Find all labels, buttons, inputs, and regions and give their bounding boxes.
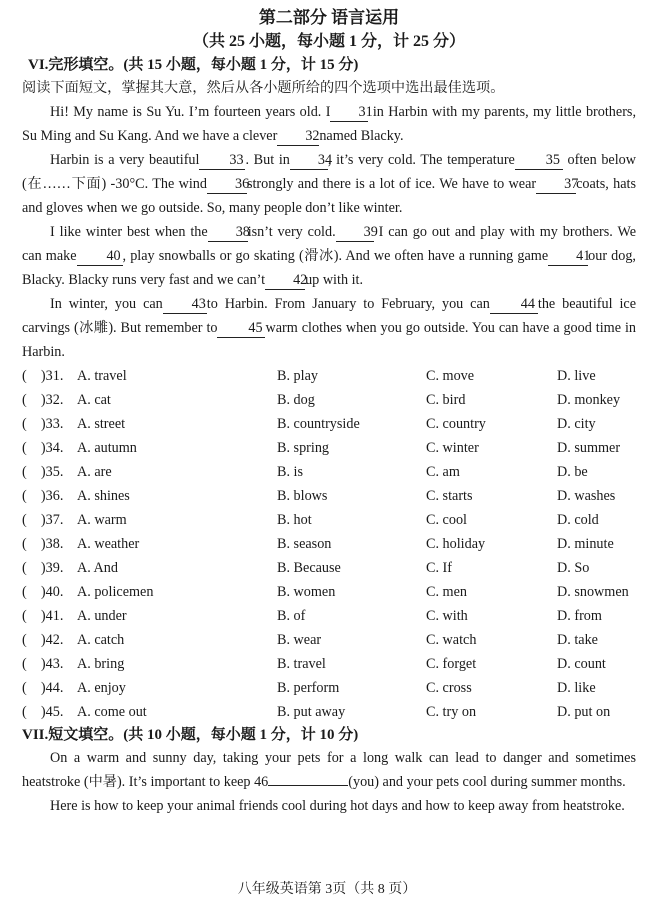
blank-46[interactable] (268, 785, 348, 786)
blank-39: 39 (336, 223, 374, 242)
option-b: B. season (277, 536, 332, 552)
option-d: D. monkey (557, 392, 621, 408)
question-number[interactable]: ( )41. (22, 608, 64, 624)
option-b: B. countryside (277, 416, 360, 432)
option-b: B. spring (277, 440, 330, 456)
option-a: A. street (77, 416, 126, 432)
option-b: B. blows (277, 488, 328, 504)
option-d: D. washes (557, 488, 616, 504)
question-row (22, 364, 636, 388)
passage-paragraph-1 (22, 100, 636, 148)
option-a: A. catch (77, 632, 125, 648)
passage-paragraph-4 (22, 292, 636, 364)
question-row (22, 652, 636, 676)
option-d: D. summer (557, 440, 621, 456)
option-a: A. autumn (77, 440, 137, 456)
option-c: C. cross (426, 680, 472, 696)
blank-33: 33 (199, 151, 245, 170)
question-number[interactable]: ( )34. (22, 440, 64, 456)
passage-text: named Blacky. (319, 128, 404, 144)
question-row (22, 460, 636, 484)
question-row (22, 700, 636, 724)
question-number[interactable]: ( )33. (22, 416, 64, 432)
option-c: C. forget (426, 656, 477, 672)
option-c: C. cool (426, 512, 467, 528)
page-footer: 八年级英语第 3页（共 8 页） (237, 882, 417, 897)
option-c: C. winter (426, 440, 479, 456)
question-row (22, 580, 636, 604)
option-d: D. like (557, 680, 596, 696)
passage-text: the beautiful ice carvings (冰雕). But remember to (22, 296, 636, 336)
option-a: A. under (77, 608, 127, 624)
option-d: D. cold (557, 512, 599, 528)
blank-40: 40 (77, 247, 123, 266)
option-c: C. move (426, 368, 475, 384)
passage-text: coats, hats and gloves when we go outside. So, many people don’t like winter. (22, 176, 636, 216)
question-number[interactable]: ( )38. (22, 536, 64, 552)
blank-34: 34 (290, 151, 328, 170)
passage-paragraph-2 (22, 148, 636, 220)
option-b: B. put away (277, 704, 346, 720)
passage-text: warm clothes when you go outside. You can have a good time in Harbin. (22, 320, 636, 360)
question-row (22, 628, 636, 652)
blank-36: 36 (207, 175, 247, 194)
option-b: B. hot (277, 512, 312, 528)
blank-38: 38 (208, 223, 248, 242)
question-row (22, 484, 636, 508)
option-a: A. warm (77, 512, 127, 528)
passage-text: isn’t very cold. (247, 224, 336, 240)
option-d: D. be (557, 464, 588, 480)
passage-text: Harbin is a very beautiful (50, 152, 200, 168)
option-b: B. dog (277, 392, 315, 408)
passage-text: I like winter best when the (50, 224, 208, 240)
passage-text: , play snowballs or go skating (滑冰). And we often have a running game (122, 248, 549, 264)
question-number[interactable]: ( )43. (22, 656, 64, 672)
passage-text: I can go out and play with my brothers. We can make (22, 224, 637, 264)
blank-41: 41 (548, 247, 588, 266)
part-title: 第二部分 语言运用 (258, 8, 400, 27)
passage-text: On a warm and sunny day, taking your pets for a long walk can lead to danger and sometimes heatstroke (中暑). It’s important to keep 46 (22, 750, 636, 790)
passage-text: Hi! My name is Su Yu. I’m fourteen years old. I (50, 104, 331, 120)
question-number[interactable]: ( )40. (22, 584, 64, 600)
question-row (22, 508, 636, 532)
option-b: B. wear (277, 632, 322, 648)
option-a: A. are (77, 464, 112, 480)
blank-32: 32 (277, 127, 319, 146)
passage-text: up with it. (305, 272, 364, 288)
blank-31: 31 (330, 103, 368, 122)
option-a: A. policemen (77, 584, 154, 600)
question-list (22, 364, 636, 724)
question-number[interactable]: ( )31. (22, 368, 64, 384)
option-c: C. bird (426, 392, 466, 408)
option-c: C. am (426, 464, 460, 480)
option-d: D. count (557, 656, 606, 672)
option-b: B. of (277, 608, 306, 624)
blank-44: 44 (490, 295, 538, 314)
question-row (22, 556, 636, 580)
option-b: B. play (277, 368, 318, 384)
option-a: A. enjoy (77, 680, 126, 696)
option-a: A. weather (77, 536, 140, 552)
passage-text: In winter, you can (50, 296, 163, 312)
option-a: A. cat (77, 392, 111, 408)
option-c: C. country (426, 416, 486, 432)
section-7-paragraph-1 (22, 746, 636, 794)
option-d: D. from (557, 608, 602, 624)
section-7-title: VII.短文填空。(共 10 小题，每小题 1 分，计 10 分) (22, 727, 359, 743)
part-subtitle: （共 25 小题，每小题 1 分，计 25 分） (192, 33, 465, 50)
option-b: B. travel (277, 656, 326, 672)
passage-text: our dog, Blacky. Blacky runs very fast and we can’t (22, 248, 636, 288)
question-row (22, 532, 636, 556)
question-number[interactable]: ( )36. (22, 488, 64, 504)
option-a: A. And (77, 560, 118, 576)
section-6-instruction: 阅读下面短文，掌握其大意，然后从各小题所给的四个选项中选出最佳选项。 (22, 80, 505, 96)
question-number[interactable]: ( )35. (22, 464, 64, 480)
question-number[interactable]: ( )37. (22, 512, 64, 528)
passage-text: in Harbin with my parents, my little brothers, Su Ming and Su Kang. And we have a clever (22, 104, 636, 144)
option-c: C. with (426, 608, 468, 624)
question-row (22, 412, 636, 436)
option-d: D. live (557, 368, 596, 384)
question-number[interactable]: ( )39. (22, 560, 64, 576)
question-number[interactable]: ( )42. (22, 632, 64, 648)
option-d: D. snowmen (557, 584, 629, 600)
option-a: A. come out (77, 704, 147, 720)
question-number[interactable]: ( )45. (22, 704, 64, 720)
blank-45: 45 (217, 319, 265, 338)
question-number[interactable]: ( )32. (22, 392, 64, 408)
passage-text: strongly and there is a lot of ice. We have to wear (246, 176, 537, 192)
blank-43: 43 (163, 295, 207, 314)
blank-42: 42 (265, 271, 305, 290)
section-7-paragraph-2: Here is how to keep your animal friends cool during hot days and how to keep away from heatstroke. (50, 798, 625, 814)
option-d: D. So (557, 560, 590, 576)
passage-text: to Harbin. From January to February, you can (206, 296, 490, 312)
option-c: C. watch (426, 632, 477, 648)
option-a: A. travel (77, 368, 127, 384)
option-d: D. city (557, 416, 596, 432)
passage-paragraph-3 (22, 220, 636, 292)
option-c: C. try on (426, 704, 477, 720)
question-row (22, 604, 636, 628)
option-c: C. holiday (426, 536, 486, 552)
option-d: D. minute (557, 536, 614, 552)
option-b: B. perform (277, 680, 340, 696)
option-c: C. starts (426, 488, 473, 504)
passage-text: . But in (245, 152, 290, 168)
option-b: B. Because (277, 560, 341, 576)
question-row (22, 388, 636, 412)
option-a: A. bring (77, 656, 125, 672)
question-row (22, 676, 636, 700)
option-c: C. men (426, 584, 467, 600)
option-b: B. women (277, 584, 336, 600)
section-6-title: VI.完形填空。(共 15 小题，每小题 1 分，计 15 分) (28, 57, 359, 73)
exam-page (0, 6, 654, 902)
blank-35: 35 (515, 151, 563, 170)
option-b: B. is (277, 464, 304, 480)
passage-text: (you) and your pets cool during summer months. (348, 774, 626, 790)
option-c: C. If (426, 560, 453, 576)
passage-text: often below (在……下面) -30°C. The wind (22, 152, 637, 192)
option-d: D. take (557, 632, 598, 648)
question-number[interactable]: ( )44. (22, 680, 64, 696)
passage-text: , it’s very cold. The temperature (327, 152, 515, 168)
option-d: D. put on (557, 704, 611, 720)
blank-37: 37 (536, 175, 576, 194)
question-row (22, 436, 636, 460)
option-a: A. shines (77, 488, 130, 504)
